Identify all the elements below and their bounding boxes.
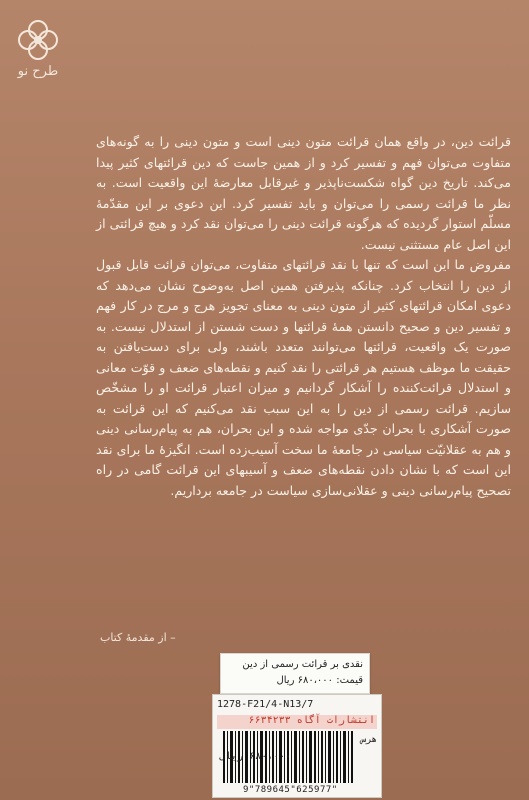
barcode-tag: هرس [360, 735, 377, 745]
sticker-title: نقدی بر قرائت رسمی از دین [242, 659, 363, 670]
back-cover-blurb [96, 132, 511, 501]
publisher-name: طرح نو [17, 64, 59, 79]
sticker-price: قیمت: ۶۸۰،۰۰۰ ریال [276, 675, 363, 686]
ornamental-rosette-icon [14, 16, 62, 62]
barcode-code-row [217, 699, 377, 713]
publisher-logo [14, 16, 62, 79]
price-sticker [220, 653, 370, 694]
barcode-label [212, 694, 382, 798]
barcode-code: 1278-F21/4-N13/7 [217, 699, 314, 710]
blurb-paragraph: قرائت دین، در واقع همان قرائت متون دینی است و متون دینی را به گونه‌های متفاوت می‌توان فهم و تفسیر کرد و از همین جاست که دین قرائتهای کثیر پیدا می‌کند. تاریخ دین گواه شکست‌ناپذیر و غیرقابل معارضهٔ این واقعیت است. به نظر ما قرائت رسمی را می‌توان و باید تفسیر کرد. این دعوی بر این مقدّمهٔ مسلّم استوار گردیده که هرگونه قرائت دینی را می‌توان نقد کرد و هیچ قرائتی از این اصل عام مستثنی نیست. [96, 134, 511, 252]
barcode-price: ۶۸۰،۰۰۰ ریال [219, 751, 292, 762]
publisher-line: انتشارات آگاه ۶۶۳۴۲۳۳ [217, 715, 377, 729]
blurb-paragraph: مفروض ما این است که تنها با نقد قرائتهای متفاوت، می‌توان قرائت قابل قبول از دین را انتخاب کرد. چنانکه پذیرفتن همین اصل به‌وضوح نشان می‌دهد که دعوی امکان قرائتهای کثیر از متون دینی به معنای تجویز هرج و مرج در کار فهم و تفسیر دین و صحیح دانستن همهٔ قرائتها و دست شستن از استدلال نیست. به صورت یک واقعیت، قرائتها می‌توانند متعدد باشند، ولی برای دست‌یافتن به حقیقت ما موظف هستیم هر قرائتی را نقد کنیم و نقطه‌های ضعف و قوّت معانی و استدلال قرائت‌کننده را آشکار گردانیم و میزان اعتبار قرائت او را مشخّص سازیم. قرائت رسمی از دین را به این سبب نقد می‌کنیم که این قرائت به صورت آشکاری با بحران جدّی مواجه شده و این بحران، هم به پیام‌رسانی دینی و هم به عقلانیّت سیاسی در جامعهٔ ما سخت آسیب‌زده است. انگیزهٔ ما برای نقد این است که با نشان دادن نقطه‌های ضعف و آسیبهای این قرائت گامی در راه تصحیح پیام‌رسانی دینی و عقلانی‌سازی سیاست در جامعه بر‌داریم. [96, 257, 511, 498]
isbn-number: 9"789645"625977" [243, 785, 338, 795]
source-note: – از مقدمهٔ کتاب [100, 631, 176, 644]
